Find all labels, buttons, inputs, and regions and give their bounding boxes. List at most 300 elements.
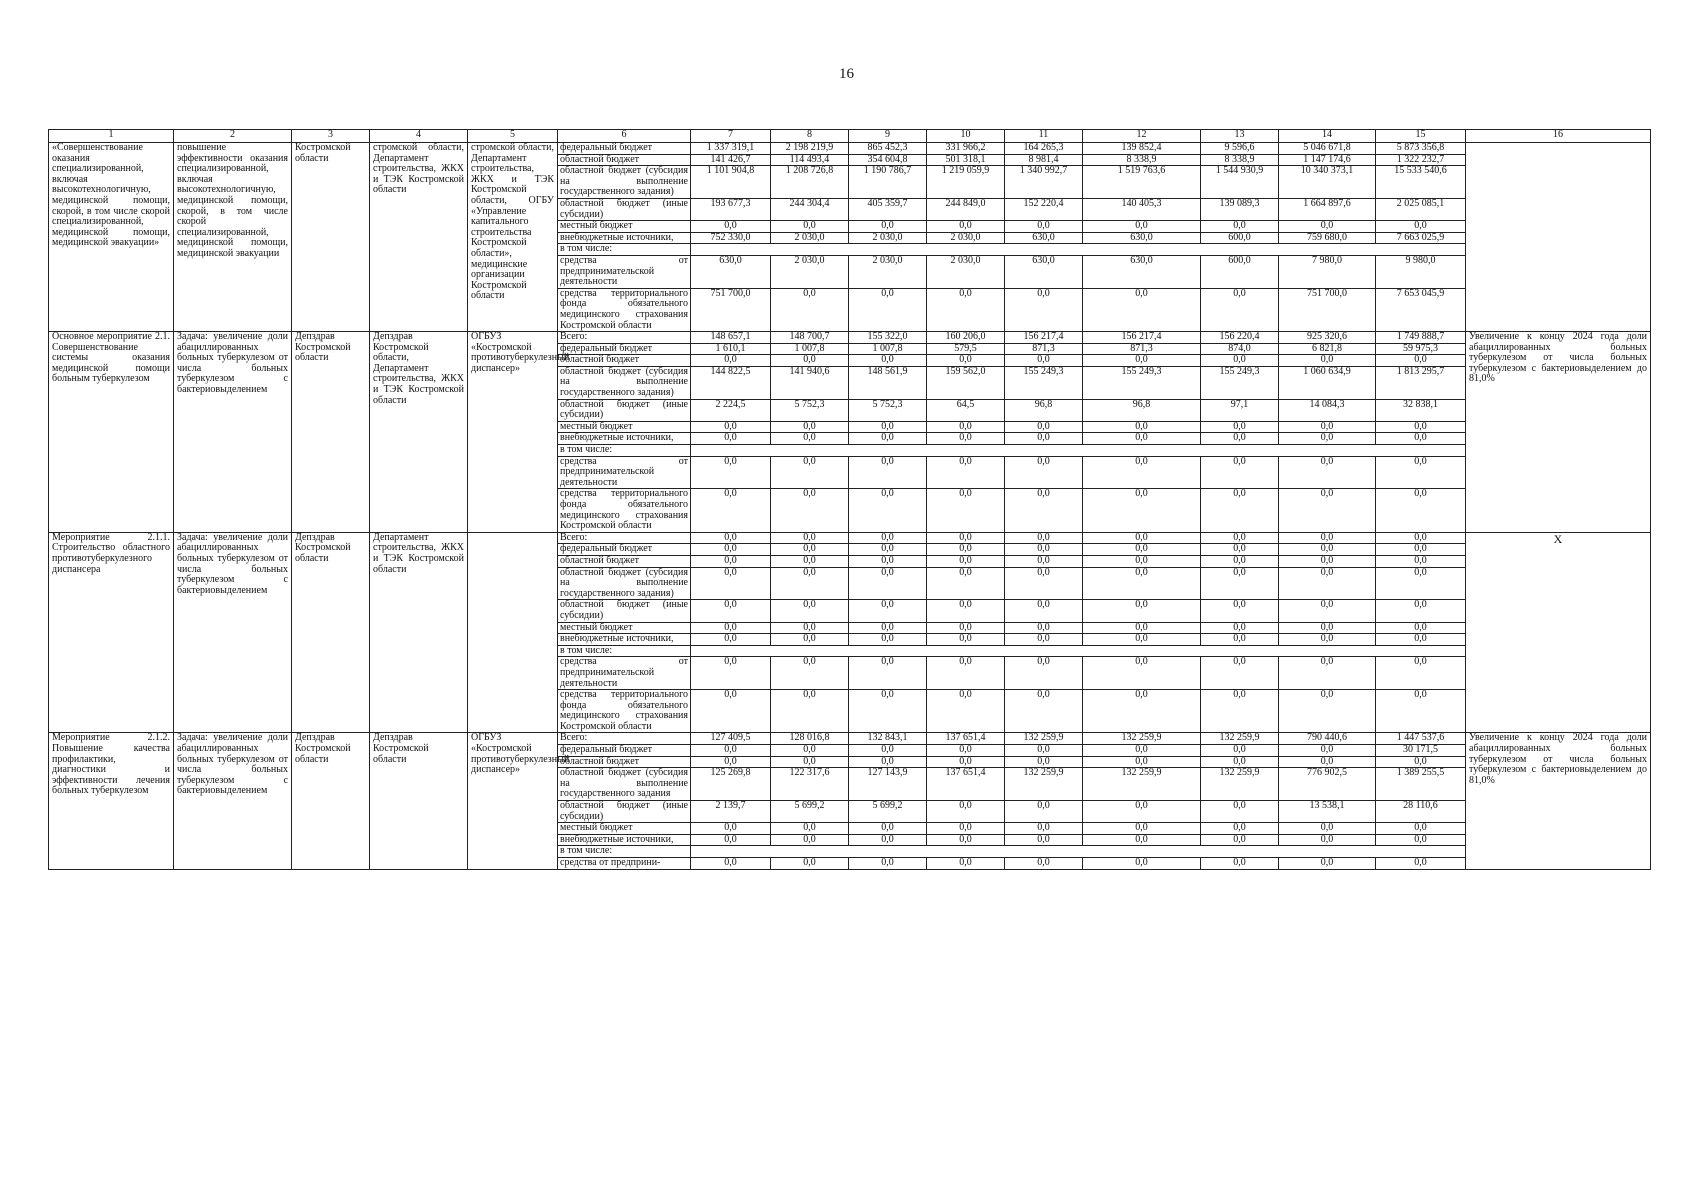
amount-cell: 630,0 [691, 255, 771, 288]
column-number: 8 [771, 130, 849, 143]
amount-cell: 0,0 [1005, 532, 1083, 544]
amount-cell: 140 405,3 [1083, 198, 1201, 220]
amount-cell: 0,0 [691, 456, 771, 489]
amount-cell: 0,0 [691, 544, 771, 556]
amount-cell: 0,0 [1279, 657, 1376, 690]
funding-source: областной бюджет (иные субсидии) [558, 198, 691, 220]
amount-cell: 137 651,4 [927, 733, 1005, 745]
amount-cell: 1 101 904,8 [691, 166, 771, 199]
amount-cell: 8 338,9 [1083, 154, 1201, 166]
amount-cell: 0,0 [1083, 489, 1201, 532]
not-applicable-mark: Х [1466, 532, 1651, 733]
funding-source: средства территориального фонда обязательного медицинского страхования Костромской области [558, 690, 691, 733]
amount-cell: 0,0 [1376, 433, 1466, 445]
amount-cell: 0,0 [1201, 567, 1279, 600]
amount-cell: 0,0 [1376, 834, 1466, 846]
amount-cell: 0,0 [1279, 858, 1376, 870]
amount-cell: 97,1 [1201, 399, 1279, 421]
task: Задача: увеличение доли абациллированных больных туберкулезом от числа больных туберкулезом с бактериовыделением [174, 733, 292, 869]
amount-cell: 137 651,4 [927, 768, 1005, 801]
amount-cell: 0,0 [849, 355, 927, 367]
funding-source: федеральный бюджет [558, 343, 691, 355]
amount-cell: 141 426,7 [691, 154, 771, 166]
amount-cell: 0,0 [849, 600, 927, 622]
responsible-executor: Костромской области [292, 143, 370, 332]
amount-cell: 5 699,2 [849, 801, 927, 823]
funding-source: Всего: [558, 332, 691, 344]
amount-cell: 2 025 085,1 [1376, 198, 1466, 220]
amount-cell: 0,0 [1279, 221, 1376, 233]
amount-cell: 156 217,4 [1005, 332, 1083, 344]
amount-cell: 925 320,6 [1279, 332, 1376, 344]
amount-cell: 0,0 [771, 355, 849, 367]
amount-cell: 0,0 [771, 823, 849, 835]
amount-cell: 155 249,3 [1083, 366, 1201, 399]
amount-cell: 0,0 [771, 690, 849, 733]
amount-cell: 5 873 356,8 [1376, 143, 1466, 155]
amount-cell: 871,3 [1083, 343, 1201, 355]
amount-cell: 0,0 [691, 622, 771, 634]
amount-cell: 2 030,0 [927, 232, 1005, 244]
funding-source: областной бюджет [558, 154, 691, 166]
amount-cell: 0,0 [1201, 433, 1279, 445]
amount-cell: 0,0 [1201, 489, 1279, 532]
task: Задача: увеличение доли абациллированных больных туберкулезом от числа больных туберкулезом с бактериовыделением [174, 332, 292, 533]
amount-cell: 0,0 [927, 421, 1005, 433]
amount-cell: 132 843,1 [849, 733, 927, 745]
amount-cell: 0,0 [1279, 600, 1376, 622]
amount-cell: 0,0 [1083, 544, 1201, 556]
amount-cell: 0,0 [1083, 567, 1201, 600]
amount-cell: 0,0 [691, 221, 771, 233]
amount-cell: 0,0 [1201, 657, 1279, 690]
amount-cell: 0,0 [1376, 634, 1466, 646]
amount-cell: 752 330,0 [691, 232, 771, 244]
amount-cell: 630,0 [1083, 232, 1201, 244]
event-name: Мероприятие 2.1.1. Строительство областного противотуберкулезного диспансера [49, 532, 174, 733]
amount-cell: 132 259,9 [1083, 768, 1201, 801]
amount-cell: 0,0 [927, 657, 1005, 690]
funding-source: в том числе: [558, 645, 691, 657]
amount-cell: 0,0 [771, 544, 849, 556]
funding-source: внебюджетные источники, [558, 232, 691, 244]
funding-source: федеральный бюджет [558, 143, 691, 155]
amount-cell: 874,0 [1201, 343, 1279, 355]
amount-cell: 0,0 [1279, 489, 1376, 532]
amount-cell: 776 902,5 [1279, 768, 1376, 801]
amount-cell: 2 224,5 [691, 399, 771, 421]
amount-cell: 28 110,6 [1376, 801, 1466, 823]
amount-cell: 0,0 [849, 421, 927, 433]
amount-cell: 64,5 [927, 399, 1005, 421]
amount-cell: 2 030,0 [927, 255, 1005, 288]
amount-cell: 759 680,0 [1279, 232, 1376, 244]
amount-cell: 0,0 [1005, 600, 1083, 622]
amount-cell: 1 610,1 [691, 343, 771, 355]
amount-cell: 0,0 [1279, 690, 1376, 733]
amount-cell: 0,0 [1201, 858, 1279, 870]
amount-cell: 0,0 [1201, 823, 1279, 835]
amount-cell: 2 198 219,9 [771, 143, 849, 155]
amount-cell: 0,0 [691, 657, 771, 690]
amount-cell: 0,0 [1201, 745, 1279, 757]
amount-cell: 0,0 [927, 823, 1005, 835]
amount-cell: 0,0 [927, 690, 1005, 733]
column-number: 16 [1466, 130, 1651, 143]
amount-cell: 0,0 [1279, 544, 1376, 556]
amount-cell: 0,0 [849, 690, 927, 733]
amount-cell: 0,0 [849, 288, 927, 331]
amount-cell: 501 318,1 [927, 154, 1005, 166]
amount-cell: 0,0 [927, 567, 1005, 600]
amount-cell: 0,0 [771, 600, 849, 622]
table-row [49, 532, 1651, 544]
amount-cell: 0,0 [849, 555, 927, 567]
amount-cell: 1 749 888,7 [1376, 332, 1466, 344]
funding-source: внебюджетные источники, [558, 634, 691, 646]
amount-cell: 148 657,1 [691, 332, 771, 344]
amount-cell: 0,0 [1376, 532, 1466, 544]
table-row [49, 733, 1651, 745]
amount-cell: 5 046 671,8 [1279, 143, 1376, 155]
amount-cell: 5 699,2 [771, 801, 849, 823]
amount-cell: 0,0 [1005, 456, 1083, 489]
amount-cell: 0,0 [1083, 555, 1201, 567]
amount-cell: 1 007,8 [849, 343, 927, 355]
amount-cell: 0,0 [1083, 622, 1201, 634]
column-number: 7 [691, 130, 771, 143]
empty-cell [691, 846, 1466, 858]
amount-cell: 0,0 [1005, 221, 1083, 233]
amount-cell: 0,0 [1083, 657, 1201, 690]
amount-cell: 0,0 [1376, 657, 1466, 690]
amount-cell: 9 980,0 [1376, 255, 1466, 288]
amount-cell: 155 249,3 [1201, 366, 1279, 399]
amount-cell: 0,0 [691, 567, 771, 600]
amount-cell: 7 980,0 [1279, 255, 1376, 288]
amount-cell: 0,0 [927, 634, 1005, 646]
amount-cell: 0,0 [849, 567, 927, 600]
amount-cell: 0,0 [691, 745, 771, 757]
amount-cell: 139 089,3 [1201, 198, 1279, 220]
amount-cell: 0,0 [1201, 600, 1279, 622]
column-number: 10 [927, 130, 1005, 143]
funding-source: в том числе: [558, 244, 691, 256]
amount-cell: 193 677,3 [691, 198, 771, 220]
amount-cell: 13 538,1 [1279, 801, 1376, 823]
expected-result [1466, 143, 1651, 332]
amount-cell: 0,0 [1376, 221, 1466, 233]
amount-cell: 0,0 [1005, 745, 1083, 757]
column-number: 9 [849, 130, 927, 143]
amount-cell: 0,0 [927, 221, 1005, 233]
amount-cell: 865 452,3 [849, 143, 927, 155]
amount-cell: 0,0 [1083, 690, 1201, 733]
amount-cell: 790 440,6 [1279, 733, 1376, 745]
table-row [49, 143, 1651, 155]
amount-cell: 0,0 [1083, 858, 1201, 870]
column-number: 5 [468, 130, 558, 143]
amount-cell: 0,0 [1201, 634, 1279, 646]
amount-cell: 0,0 [1005, 756, 1083, 768]
amount-cell: 0,0 [771, 221, 849, 233]
amount-cell: 15 533 540,6 [1376, 166, 1466, 199]
amount-cell: 2 030,0 [849, 232, 927, 244]
amount-cell: 10 340 373,1 [1279, 166, 1376, 199]
event-name: Мероприятие 2.1.2. Повышение качества профилактики, диагностики и эффективности лечения больных туберкулезом [49, 733, 174, 869]
funding-source: внебюджетные источники, [558, 433, 691, 445]
participant: стромской области, Департамент строительства, ЖКХ и ТЭК Костромской области, ОГБУ «Управление капитального строительства Костромской области», медицинские организации Костромской области [468, 143, 558, 332]
amount-cell: 0,0 [1083, 634, 1201, 646]
amount-cell: 0,0 [1376, 823, 1466, 835]
amount-cell: 0,0 [849, 544, 927, 556]
amount-cell: 630,0 [1083, 255, 1201, 288]
task: Задача: увеличение доли абациллированных больных туберкулезом от числа больных туберкулезом с бактериовыделением [174, 532, 292, 733]
amount-cell: 0,0 [691, 823, 771, 835]
amount-cell: 0,0 [691, 858, 771, 870]
amount-cell: 0,0 [771, 567, 849, 600]
amount-cell: 127 143,9 [849, 768, 927, 801]
amount-cell: 0,0 [1083, 532, 1201, 544]
amount-cell: 96,8 [1083, 399, 1201, 421]
amount-cell: 0,0 [771, 622, 849, 634]
amount-cell: 0,0 [849, 622, 927, 634]
amount-cell: 1 147 174,6 [1279, 154, 1376, 166]
amount-cell: 1 208 726,8 [771, 166, 849, 199]
funding-source: средства от предпринимательской деятельности [558, 255, 691, 288]
amount-cell: 9 596,6 [1201, 143, 1279, 155]
amount-cell: 0,0 [771, 433, 849, 445]
amount-cell: 1 447 537,6 [1376, 733, 1466, 745]
amount-cell: 0,0 [849, 489, 927, 532]
amount-cell: 354 604,8 [849, 154, 927, 166]
amount-cell: 96,8 [1005, 399, 1083, 421]
amount-cell: 0,0 [927, 433, 1005, 445]
amount-cell: 0,0 [1201, 690, 1279, 733]
amount-cell: 0,0 [771, 456, 849, 489]
amount-cell: 125 269,8 [691, 768, 771, 801]
expected-result: Увеличение к концу 2024 года доли абациллированных больных туберкулезом от числа больных туберкулезом с бактериовыделением до 81,0% [1466, 733, 1651, 869]
amount-cell: 7 663 025,9 [1376, 232, 1466, 244]
amount-cell: 2 030,0 [849, 255, 927, 288]
amount-cell: 630,0 [1005, 255, 1083, 288]
amount-cell: 0,0 [927, 745, 1005, 757]
funding-source: местный бюджет [558, 622, 691, 634]
amount-cell: 0,0 [1005, 858, 1083, 870]
amount-cell: 0,0 [1201, 221, 1279, 233]
event-name: «Совершенствование оказания специализированной, включая высокотехнологичную, медицинской помощи, скорой, в том числе скорой специализированной, медицинской помощи, медицинской эвакуации» [49, 143, 174, 332]
amount-cell: 0,0 [1279, 456, 1376, 489]
amount-cell: 0,0 [1201, 421, 1279, 433]
amount-cell: 600,0 [1201, 232, 1279, 244]
amount-cell: 0,0 [771, 756, 849, 768]
funding-table [48, 129, 1651, 870]
amount-cell: 0,0 [927, 288, 1005, 331]
amount-cell: 0,0 [1083, 288, 1201, 331]
amount-cell: 0,0 [1279, 532, 1376, 544]
amount-cell: 1 219 059,9 [927, 166, 1005, 199]
amount-cell: 128 016,8 [771, 733, 849, 745]
amount-cell: 0,0 [927, 801, 1005, 823]
amount-cell: 0,0 [1201, 834, 1279, 846]
amount-cell: 8 338,9 [1201, 154, 1279, 166]
amount-cell: 0,0 [849, 657, 927, 690]
amount-cell: 0,0 [1083, 433, 1201, 445]
funding-source: Всего: [558, 733, 691, 745]
funding-source: Всего: [558, 532, 691, 544]
amount-cell: 0,0 [1005, 567, 1083, 600]
empty-cell [691, 645, 1466, 657]
amount-cell: 0,0 [691, 756, 771, 768]
amount-cell: 32 838,1 [1376, 399, 1466, 421]
column-number: 13 [1201, 130, 1279, 143]
amount-cell: 0,0 [1005, 288, 1083, 331]
amount-cell: 0,0 [927, 555, 1005, 567]
amount-cell: 0,0 [691, 489, 771, 532]
amount-cell: 0,0 [1376, 858, 1466, 870]
amount-cell: 0,0 [1376, 489, 1466, 532]
funding-source: средства территориального фонда обязательного медицинского страхования Костромской области [558, 288, 691, 331]
participant: ОГБУЗ «Костромской противотуберкулезный диспансер» [468, 332, 558, 533]
amount-cell: 0,0 [1005, 489, 1083, 532]
amount-cell: 1 544 930,9 [1201, 166, 1279, 199]
amount-cell: 2 139,7 [691, 801, 771, 823]
amount-cell: 751 700,0 [691, 288, 771, 331]
funding-source: федеральный бюджет [558, 745, 691, 757]
amount-cell: 8 981,4 [1005, 154, 1083, 166]
amount-cell: 1 664 897,6 [1279, 198, 1376, 220]
funding-source: в том числе: [558, 846, 691, 858]
amount-cell: 2 030,0 [771, 232, 849, 244]
amount-cell: 132 259,9 [1005, 768, 1083, 801]
empty-cell [691, 244, 1466, 256]
funding-source: в том числе: [558, 445, 691, 457]
funding-source: областной бюджет [558, 355, 691, 367]
amount-cell: 141 940,6 [771, 366, 849, 399]
amount-cell: 0,0 [771, 858, 849, 870]
amount-cell: 1 190 786,7 [849, 166, 927, 199]
coexecutor: Депздрав Костромской области, Департамент строительства, ЖКХ и ТЭК Костромской области [370, 332, 468, 533]
amount-cell: 0,0 [691, 433, 771, 445]
funding-source: областной бюджет (иные субсидии) [558, 399, 691, 421]
page-number: 16 [839, 66, 854, 82]
amount-cell: 0,0 [927, 489, 1005, 532]
amount-cell: 155 322,0 [849, 332, 927, 344]
amount-cell: 0,0 [1005, 823, 1083, 835]
funding-source: местный бюджет [558, 421, 691, 433]
amount-cell: 0,0 [1005, 834, 1083, 846]
amount-cell: 0,0 [771, 834, 849, 846]
amount-cell: 0,0 [1279, 756, 1376, 768]
column-number: 15 [1376, 130, 1466, 143]
empty-cell [691, 445, 1466, 457]
amount-cell: 0,0 [849, 456, 927, 489]
amount-cell: 0,0 [691, 834, 771, 846]
funding-source: областной бюджет (субсидия на выполнение государственного задания) [558, 166, 691, 199]
amount-cell: 0,0 [849, 858, 927, 870]
amount-cell: 156 220,4 [1201, 332, 1279, 344]
amount-cell: 0,0 [771, 634, 849, 646]
amount-cell: 0,0 [1201, 532, 1279, 544]
amount-cell: 0,0 [1005, 355, 1083, 367]
amount-cell: 0,0 [1376, 690, 1466, 733]
amount-cell: 0,0 [1376, 567, 1466, 600]
amount-cell: 0,0 [849, 823, 927, 835]
amount-cell: 0,0 [1201, 456, 1279, 489]
amount-cell: 0,0 [1083, 745, 1201, 757]
amount-cell: 132 259,9 [1201, 768, 1279, 801]
amount-cell: 0,0 [849, 756, 927, 768]
amount-cell: 0,0 [1201, 622, 1279, 634]
amount-cell: 0,0 [771, 421, 849, 433]
coexecutor: стромской области, Департамент строительства, ЖКХ и ТЭК Костромской области [370, 143, 468, 332]
funding-source: областной бюджет (иные субсидии) [558, 801, 691, 823]
amount-cell: 0,0 [1376, 456, 1466, 489]
amount-cell: 0,0 [1083, 801, 1201, 823]
funding-source: средства от предприни- [558, 858, 691, 870]
amount-cell: 0,0 [691, 532, 771, 544]
column-number: 11 [1005, 130, 1083, 143]
amount-cell: 0,0 [1083, 221, 1201, 233]
column-number: 3 [292, 130, 370, 143]
amount-cell: 7 653 045,9 [1376, 288, 1466, 331]
amount-cell: 155 249,3 [1005, 366, 1083, 399]
responsible-executor: Депздрав Костромской области [292, 532, 370, 733]
amount-cell: 0,0 [927, 858, 1005, 870]
amount-cell: 132 259,9 [1005, 733, 1083, 745]
header-row [49, 130, 1651, 143]
column-number: 6 [558, 130, 691, 143]
amount-cell: 0,0 [1083, 834, 1201, 846]
column-number: 14 [1279, 130, 1376, 143]
amount-cell: 0,0 [771, 532, 849, 544]
funding-source: внебюджетные источники, [558, 834, 691, 846]
amount-cell: 0,0 [927, 544, 1005, 556]
funding-source: областной бюджет [558, 756, 691, 768]
amount-cell: 139 852,4 [1083, 143, 1201, 155]
amount-cell: 579,5 [927, 343, 1005, 355]
amount-cell: 0,0 [1005, 433, 1083, 445]
amount-cell: 405 359,7 [849, 198, 927, 220]
amount-cell: 0,0 [1083, 823, 1201, 835]
amount-cell: 1 389 255,5 [1376, 768, 1466, 801]
amount-cell: 630,0 [1005, 232, 1083, 244]
amount-cell: 0,0 [1376, 600, 1466, 622]
amount-cell: 0,0 [1201, 288, 1279, 331]
funding-source: местный бюджет [558, 221, 691, 233]
amount-cell: 1 340 992,7 [1005, 166, 1083, 199]
amount-cell: 0,0 [1005, 421, 1083, 433]
funding-source: областной бюджет [558, 555, 691, 567]
amount-cell: 5 752,3 [771, 399, 849, 421]
amount-cell: 1 007,8 [771, 343, 849, 355]
column-number: 12 [1083, 130, 1201, 143]
amount-cell: 0,0 [1279, 567, 1376, 600]
amount-cell: 0,0 [1279, 823, 1376, 835]
column-number: 1 [49, 130, 174, 143]
amount-cell: 0,0 [771, 657, 849, 690]
responsible-executor: Депздрав Костромской области [292, 332, 370, 533]
amount-cell: 0,0 [771, 745, 849, 757]
column-number: 4 [370, 130, 468, 143]
amount-cell: 0,0 [1279, 834, 1376, 846]
amount-cell: 0,0 [849, 634, 927, 646]
amount-cell: 1 813 295,7 [1376, 366, 1466, 399]
participant [468, 532, 558, 733]
amount-cell: 30 171,5 [1376, 745, 1466, 757]
amount-cell: 0,0 [1201, 756, 1279, 768]
amount-cell: 0,0 [771, 555, 849, 567]
